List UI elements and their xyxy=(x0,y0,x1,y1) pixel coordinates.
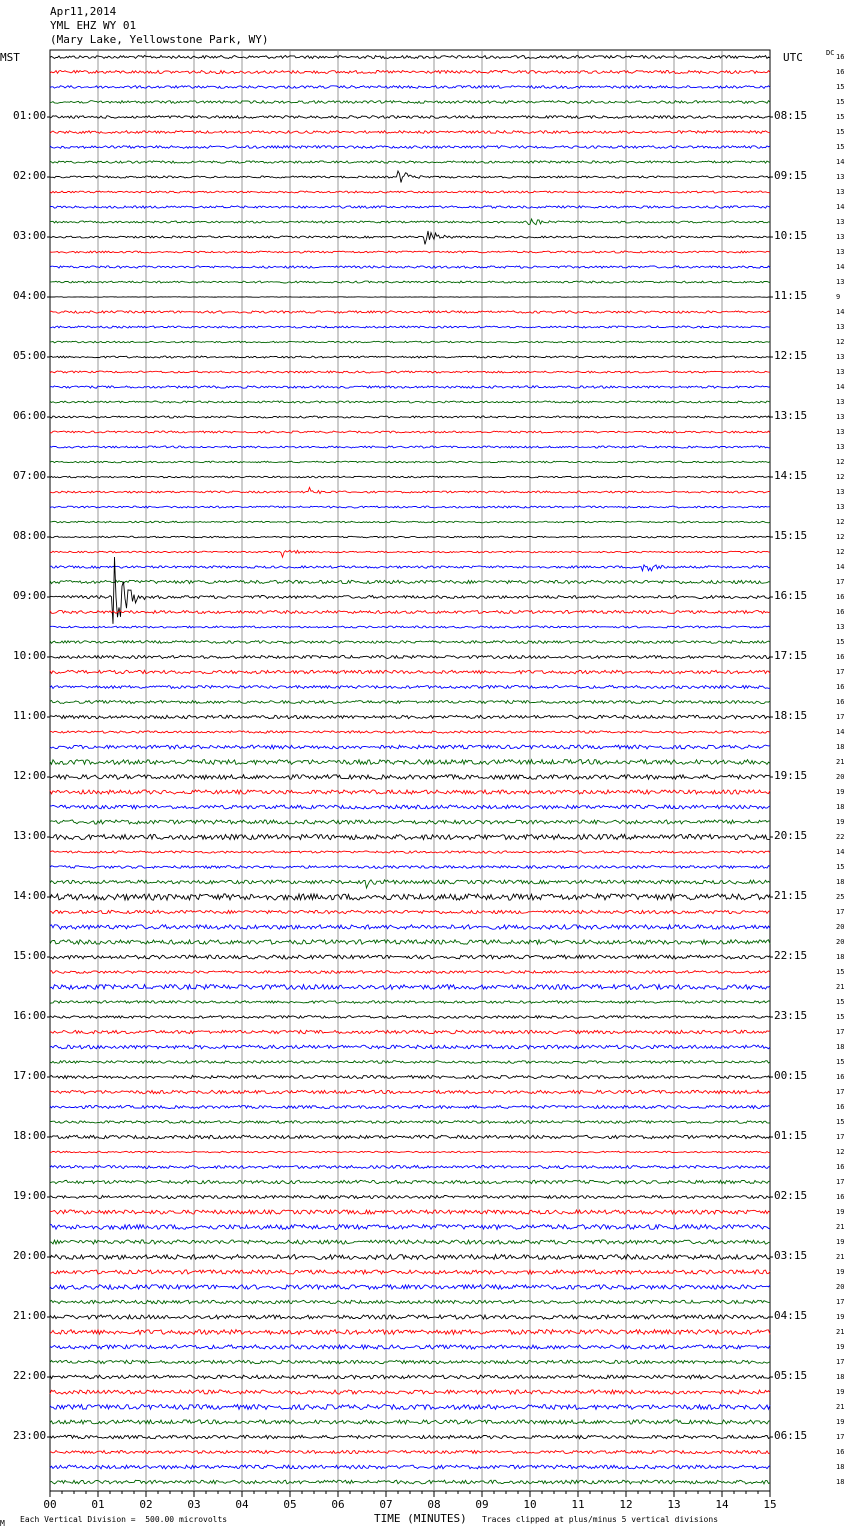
seismic-trace xyxy=(50,626,770,628)
corner-mark: M xyxy=(0,1519,5,1528)
seismic-trace xyxy=(50,686,770,689)
x-tick-label: 12 xyxy=(619,1498,633,1511)
clip-note: Traces clipped at plus/minus 5 vertical divisions xyxy=(482,1515,719,1524)
dc-offset-label: 21 xyxy=(836,1328,845,1336)
dc-offset-label: 19 xyxy=(836,818,845,826)
seismic-trace xyxy=(50,401,770,403)
seismic-trace xyxy=(50,297,770,298)
dc-offset-label: 21 xyxy=(836,758,845,766)
dc-offset-label: 14 xyxy=(836,158,845,166)
dc-offset-label: 18 xyxy=(836,953,845,961)
left-hour-label: 20:00 xyxy=(13,1249,47,1262)
seismic-trace xyxy=(50,1405,770,1410)
left-hour-label: 04:00 xyxy=(13,289,47,302)
right-hour-label: 06:15 xyxy=(774,1429,808,1442)
dc-offset-label: 21 xyxy=(836,983,845,991)
dc-offset-label: 13 xyxy=(836,428,845,436)
right-hour-label: 03:15 xyxy=(774,1249,808,1262)
seismic-trace xyxy=(50,1076,770,1079)
seismic-trace xyxy=(50,1285,770,1289)
x-tick-label: 15 xyxy=(763,1498,777,1511)
date-label: Apr11,2014 xyxy=(50,5,117,18)
left-hour-label: 22:00 xyxy=(13,1369,47,1382)
dc-offset-label: 15 xyxy=(836,1118,845,1126)
seismic-trace xyxy=(50,971,770,974)
seismic-trace xyxy=(50,1375,770,1379)
seismic-trace xyxy=(50,476,770,478)
seismic-trace xyxy=(50,171,770,183)
seismic-trace xyxy=(50,940,770,944)
dc-offset-label: 9 xyxy=(836,293,841,301)
left-hour-label: 09:00 xyxy=(13,589,47,602)
seismic-trace xyxy=(50,851,770,853)
right-hour-label: 04:15 xyxy=(774,1309,808,1322)
seismic-trace xyxy=(50,487,770,493)
dc-offset-label: 14 xyxy=(836,383,845,391)
dc-offset-label: 15 xyxy=(836,1058,845,1066)
dc-offset-label: 13 xyxy=(836,398,845,406)
dc-offset-label: 17 xyxy=(836,1133,845,1141)
seismic-trace xyxy=(50,116,770,119)
dc-offset-label: 13 xyxy=(836,278,845,286)
seismic-trace xyxy=(50,1121,770,1124)
seismic-trace xyxy=(50,356,770,358)
seismic-trace xyxy=(50,326,770,328)
seismic-trace xyxy=(50,1151,770,1153)
seismic-trace xyxy=(50,1210,770,1214)
dc-offset-label: 16 xyxy=(836,68,845,76)
right-hour-label: 17:15 xyxy=(774,649,808,662)
dc-offset-label: 14 xyxy=(836,728,845,736)
dc-offset-label: 14 xyxy=(836,563,845,571)
dc-offset-label: 13 xyxy=(836,368,845,376)
seismic-trace xyxy=(50,1330,770,1335)
right-hour-label: 20:15 xyxy=(774,829,808,842)
x-tick-label: 01 xyxy=(91,1498,105,1511)
dc-offset-label: 17 xyxy=(836,1178,845,1186)
dc-offset-label: 18 xyxy=(836,743,845,751)
dc-offset-label: 18 xyxy=(836,1463,845,1471)
dc-offset-label: 21 xyxy=(836,1223,845,1231)
dc-offset-label: 18 xyxy=(836,878,845,886)
dc-offset-label: 13 xyxy=(836,488,845,496)
dc-offset-label: 15 xyxy=(836,863,845,871)
seismic-trace xyxy=(50,820,770,824)
seismic-trace xyxy=(50,231,770,244)
dc-offset-label: 12 xyxy=(836,338,845,346)
dc-offset-label: 19 xyxy=(836,1343,845,1351)
seismic-trace xyxy=(50,1270,770,1274)
seismic-trace xyxy=(50,56,770,59)
dc-offset-label: 14 xyxy=(836,203,845,211)
left-hour-label: 12:00 xyxy=(13,769,47,782)
dc-offset-label: 16 xyxy=(836,53,845,61)
seismic-trace xyxy=(50,1106,770,1109)
seismic-trace xyxy=(50,775,770,779)
left-hour-label: 10:00 xyxy=(13,649,47,662)
seismic-trace xyxy=(50,701,770,704)
seismic-trace xyxy=(50,506,770,508)
dc-offset-label: 12 xyxy=(836,1148,845,1156)
scale-note: Each Vertical Division = 500.00 microvolts xyxy=(20,1515,228,1524)
seismic-trace xyxy=(50,371,770,373)
dc-offset-label: 19 xyxy=(836,1313,845,1321)
left-hour-label: 18:00 xyxy=(13,1129,47,1142)
seismic-trace xyxy=(50,805,770,809)
x-tick-label: 09 xyxy=(475,1498,489,1511)
x-tick-label: 07 xyxy=(379,1498,393,1511)
dc-offset-label: 14 xyxy=(836,308,845,316)
dc-offset-label: 21 xyxy=(836,1403,845,1411)
dc-offset-label: 13 xyxy=(836,323,845,331)
left-hour-label: 19:00 xyxy=(13,1189,47,1202)
dc-offset-label: 19 xyxy=(836,1238,845,1246)
dc-offset-label: 15 xyxy=(836,638,845,646)
seismic-trace xyxy=(50,191,770,193)
seismic-trace xyxy=(50,431,770,433)
dc-offset-label: 13 xyxy=(836,248,845,256)
dc-offset-label: 20 xyxy=(836,923,845,931)
seismic-trace xyxy=(50,1255,770,1260)
seismic-trace xyxy=(50,1225,770,1230)
right-hour-label: 14:15 xyxy=(774,469,808,482)
seismic-trace xyxy=(50,1135,770,1138)
seismic-trace xyxy=(50,1001,770,1004)
x-tick-label: 03 xyxy=(187,1498,201,1511)
seismic-trace xyxy=(50,1315,770,1319)
dc-offset-label: 17 xyxy=(836,908,845,916)
seismic-trace xyxy=(50,1196,770,1199)
left-hour-label: 16:00 xyxy=(13,1009,47,1022)
right-hour-label: 08:15 xyxy=(774,109,808,122)
x-tick-label: 05 xyxy=(283,1498,297,1511)
dc-offset-label: 15 xyxy=(836,113,845,121)
left-hour-label: 06:00 xyxy=(13,409,47,422)
seismic-trace xyxy=(50,910,770,913)
dc-offset-label: 20 xyxy=(836,1283,845,1291)
left-hour-label: 05:00 xyxy=(13,349,47,362)
x-tick-label: 06 xyxy=(331,1498,345,1511)
seismic-trace xyxy=(50,760,770,765)
dc-offset-label: 13 xyxy=(836,218,845,226)
seismic-trace xyxy=(50,386,770,388)
seismic-trace xyxy=(50,1390,770,1394)
seismic-trace xyxy=(50,715,770,718)
right-hour-label: 18:15 xyxy=(774,709,808,722)
dc-offset-label: 17 xyxy=(836,713,845,721)
right-hour-label: 11:15 xyxy=(774,289,808,302)
dc-offset-label: 16 xyxy=(836,653,845,661)
dc-offset-label: 18 xyxy=(836,1478,845,1486)
right-hour-label: 09:15 xyxy=(774,169,808,182)
right-hour-label: 01:15 xyxy=(774,1129,808,1142)
seismic-trace xyxy=(50,611,770,614)
dc-offset-label: 16 xyxy=(836,1103,845,1111)
seismic-trace xyxy=(50,1090,770,1093)
dc-offset-label: 19 xyxy=(836,1268,845,1276)
dc-offset-label: 19 xyxy=(836,1418,845,1426)
dc-offset-label: 16 xyxy=(836,1448,845,1456)
seismic-trace xyxy=(50,656,770,659)
seismic-trace xyxy=(50,219,770,225)
dc-offset-label: 18 xyxy=(836,1043,845,1051)
seismic-trace xyxy=(50,416,770,418)
dc-offset-label: 12 xyxy=(836,533,845,541)
seismic-trace xyxy=(50,955,770,959)
dc-offset-label: 19 xyxy=(836,1388,845,1396)
dc-offset-label: 13 xyxy=(836,173,845,181)
right-hour-label: 21:15 xyxy=(774,889,808,902)
seismic-trace xyxy=(50,1360,770,1363)
right-hour-label: 02:15 xyxy=(774,1189,808,1202)
seismic-trace xyxy=(50,341,770,343)
seismic-trace xyxy=(50,1061,770,1064)
seismic-trace xyxy=(50,894,770,900)
seismic-trace xyxy=(50,86,770,89)
x-tick-label: 02 xyxy=(139,1498,153,1511)
seismic-trace xyxy=(50,1480,770,1484)
seismic-trace xyxy=(50,880,770,888)
dc-offset-label: 14 xyxy=(836,848,845,856)
left-hour-label: 03:00 xyxy=(13,229,47,242)
left-hour-label: 13:00 xyxy=(13,829,47,842)
dc-offset-label: 17 xyxy=(836,668,845,676)
right-hour-label: 19:15 xyxy=(774,769,808,782)
dc-offset-label: 13 xyxy=(836,443,845,451)
dc-offset-label: 16 xyxy=(836,1163,845,1171)
x-tick-label: 10 xyxy=(523,1498,537,1511)
seismic-trace xyxy=(50,1240,770,1244)
right-hour-label: 00:15 xyxy=(774,1069,808,1082)
left-hour-label: 14:00 xyxy=(13,889,47,902)
dc-offset-label: 16 xyxy=(836,698,845,706)
x-axis-title: TIME (MINUTES) xyxy=(374,1512,467,1525)
seismic-trace xyxy=(50,446,770,448)
left-timezone-label: MST xyxy=(0,51,20,64)
left-hour-label: 08:00 xyxy=(13,529,47,542)
right-timezone-label: UTC xyxy=(783,51,803,64)
dc-offset-label: 13 xyxy=(836,233,845,241)
left-hour-label: 17:00 xyxy=(13,1069,47,1082)
dc-offset-label: 15 xyxy=(836,128,845,136)
seismic-trace xyxy=(50,521,770,523)
left-hour-label: 07:00 xyxy=(13,469,47,482)
dc-offset-label: 15 xyxy=(836,83,845,91)
seismic-trace xyxy=(50,745,770,749)
dc-offset-label: 15 xyxy=(836,968,845,976)
x-tick-label: 13 xyxy=(667,1498,681,1511)
seismic-trace xyxy=(50,925,770,929)
seismic-trace xyxy=(50,1451,770,1454)
right-hour-label: 10:15 xyxy=(774,229,808,242)
dc-offset-label: 17 xyxy=(836,1088,845,1096)
dc-offset-label: 15 xyxy=(836,143,845,151)
dc-offset-label: 19 xyxy=(836,1208,845,1216)
seismic-trace xyxy=(50,311,770,313)
dc-offset-label: 21 xyxy=(836,1253,845,1261)
dc-offset-label: 20 xyxy=(836,938,845,946)
left-hour-label: 15:00 xyxy=(13,949,47,962)
seismic-trace xyxy=(50,565,770,571)
dc-offset-label: 12 xyxy=(836,458,845,466)
x-tick-label: 00 xyxy=(43,1498,57,1511)
dc-offset-label: 18 xyxy=(836,1373,845,1381)
seismic-trace xyxy=(50,790,770,794)
dc-offset-label: 16 xyxy=(836,1073,845,1081)
dc-offset-label: 20 xyxy=(836,773,845,781)
location-label: (Mary Lake, Yellowstone Park, WY) xyxy=(50,33,269,46)
dc-offset-label: 16 xyxy=(836,608,845,616)
dc-offset-label: 15 xyxy=(836,998,845,1006)
x-tick-label: 14 xyxy=(715,1498,729,1511)
dc-offset-label: 17 xyxy=(836,1358,845,1366)
seismic-trace xyxy=(50,1045,770,1049)
dc-offset-label: 16 xyxy=(836,1193,845,1201)
seismic-trace xyxy=(50,550,770,557)
left-hour-label: 23:00 xyxy=(13,1429,47,1442)
seismic-trace xyxy=(50,146,770,149)
dc-offset-label: 17 xyxy=(836,1433,845,1441)
seismic-trace xyxy=(50,641,770,644)
left-hour-label: 02:00 xyxy=(13,169,47,182)
seismic-trace xyxy=(50,1030,770,1033)
dc-offset-label: 22 xyxy=(836,833,845,841)
left-hour-label: 21:00 xyxy=(13,1309,47,1322)
seismic-trace xyxy=(50,1300,770,1303)
right-hour-label: 22:15 xyxy=(774,949,808,962)
dc-offset-label: 17 xyxy=(836,578,845,586)
station-label: YML EHZ WY 01 xyxy=(50,19,137,32)
seismic-trace xyxy=(50,1465,770,1469)
dc-header-label: DC xyxy=(826,49,835,57)
seismic-trace xyxy=(50,580,770,583)
left-hour-label: 11:00 xyxy=(13,709,47,722)
seismic-trace xyxy=(50,670,770,673)
right-hour-label: 23:15 xyxy=(774,1009,808,1022)
dc-offset-label: 16 xyxy=(836,593,845,601)
dc-offset-label: 16 xyxy=(836,683,845,691)
seismic-trace xyxy=(50,206,770,208)
seismic-trace xyxy=(50,731,770,733)
dc-offset-label: 13 xyxy=(836,413,845,421)
seismic-trace xyxy=(50,1180,770,1183)
seismic-trace xyxy=(50,101,770,104)
seismic-trace xyxy=(50,161,770,163)
seismic-trace xyxy=(50,834,770,839)
dc-offset-label: 13 xyxy=(836,353,845,361)
dc-offset-label: 15 xyxy=(836,98,845,106)
dc-offset-label: 25 xyxy=(836,893,845,901)
seismic-trace xyxy=(50,71,770,74)
seismic-trace xyxy=(50,251,770,253)
dc-offset-label: 12 xyxy=(836,548,845,556)
seismic-trace xyxy=(50,461,770,463)
dc-offset-label: 12 xyxy=(836,518,845,526)
x-tick-label: 11 xyxy=(571,1498,585,1511)
dc-offset-label: 15 xyxy=(836,1013,845,1021)
seismic-trace xyxy=(50,985,770,990)
seismic-trace xyxy=(50,266,770,268)
x-tick-label: 04 xyxy=(235,1498,249,1511)
seismic-trace xyxy=(50,1166,770,1169)
seismic-trace xyxy=(50,281,770,283)
seismic-trace xyxy=(50,1016,770,1019)
right-hour-label: 16:15 xyxy=(774,589,808,602)
x-tick-label: 08 xyxy=(427,1498,441,1511)
seismic-trace xyxy=(50,1435,770,1438)
dc-offset-label: 18 xyxy=(836,803,845,811)
dc-offset-label: 13 xyxy=(836,623,845,631)
seismic-trace xyxy=(50,1345,770,1349)
right-hour-label: 15:15 xyxy=(774,529,808,542)
dc-offset-label: 13 xyxy=(836,188,845,196)
dc-offset-label: 17 xyxy=(836,1028,845,1036)
right-hour-label: 13:15 xyxy=(774,409,808,422)
dc-offset-label: 12 xyxy=(836,473,845,481)
seismic-trace xyxy=(50,131,770,134)
left-hour-label: 01:00 xyxy=(13,109,47,122)
dc-offset-label: 17 xyxy=(836,1298,845,1306)
seismic-trace xyxy=(50,1420,770,1424)
dc-offset-label: 14 xyxy=(836,263,845,271)
right-hour-label: 12:15 xyxy=(774,349,808,362)
dc-offset-label: 19 xyxy=(836,788,845,796)
seismic-trace xyxy=(50,536,770,538)
right-hour-label: 05:15 xyxy=(774,1369,808,1382)
seismic-trace xyxy=(50,866,770,869)
dc-offset-label: 13 xyxy=(836,503,845,511)
